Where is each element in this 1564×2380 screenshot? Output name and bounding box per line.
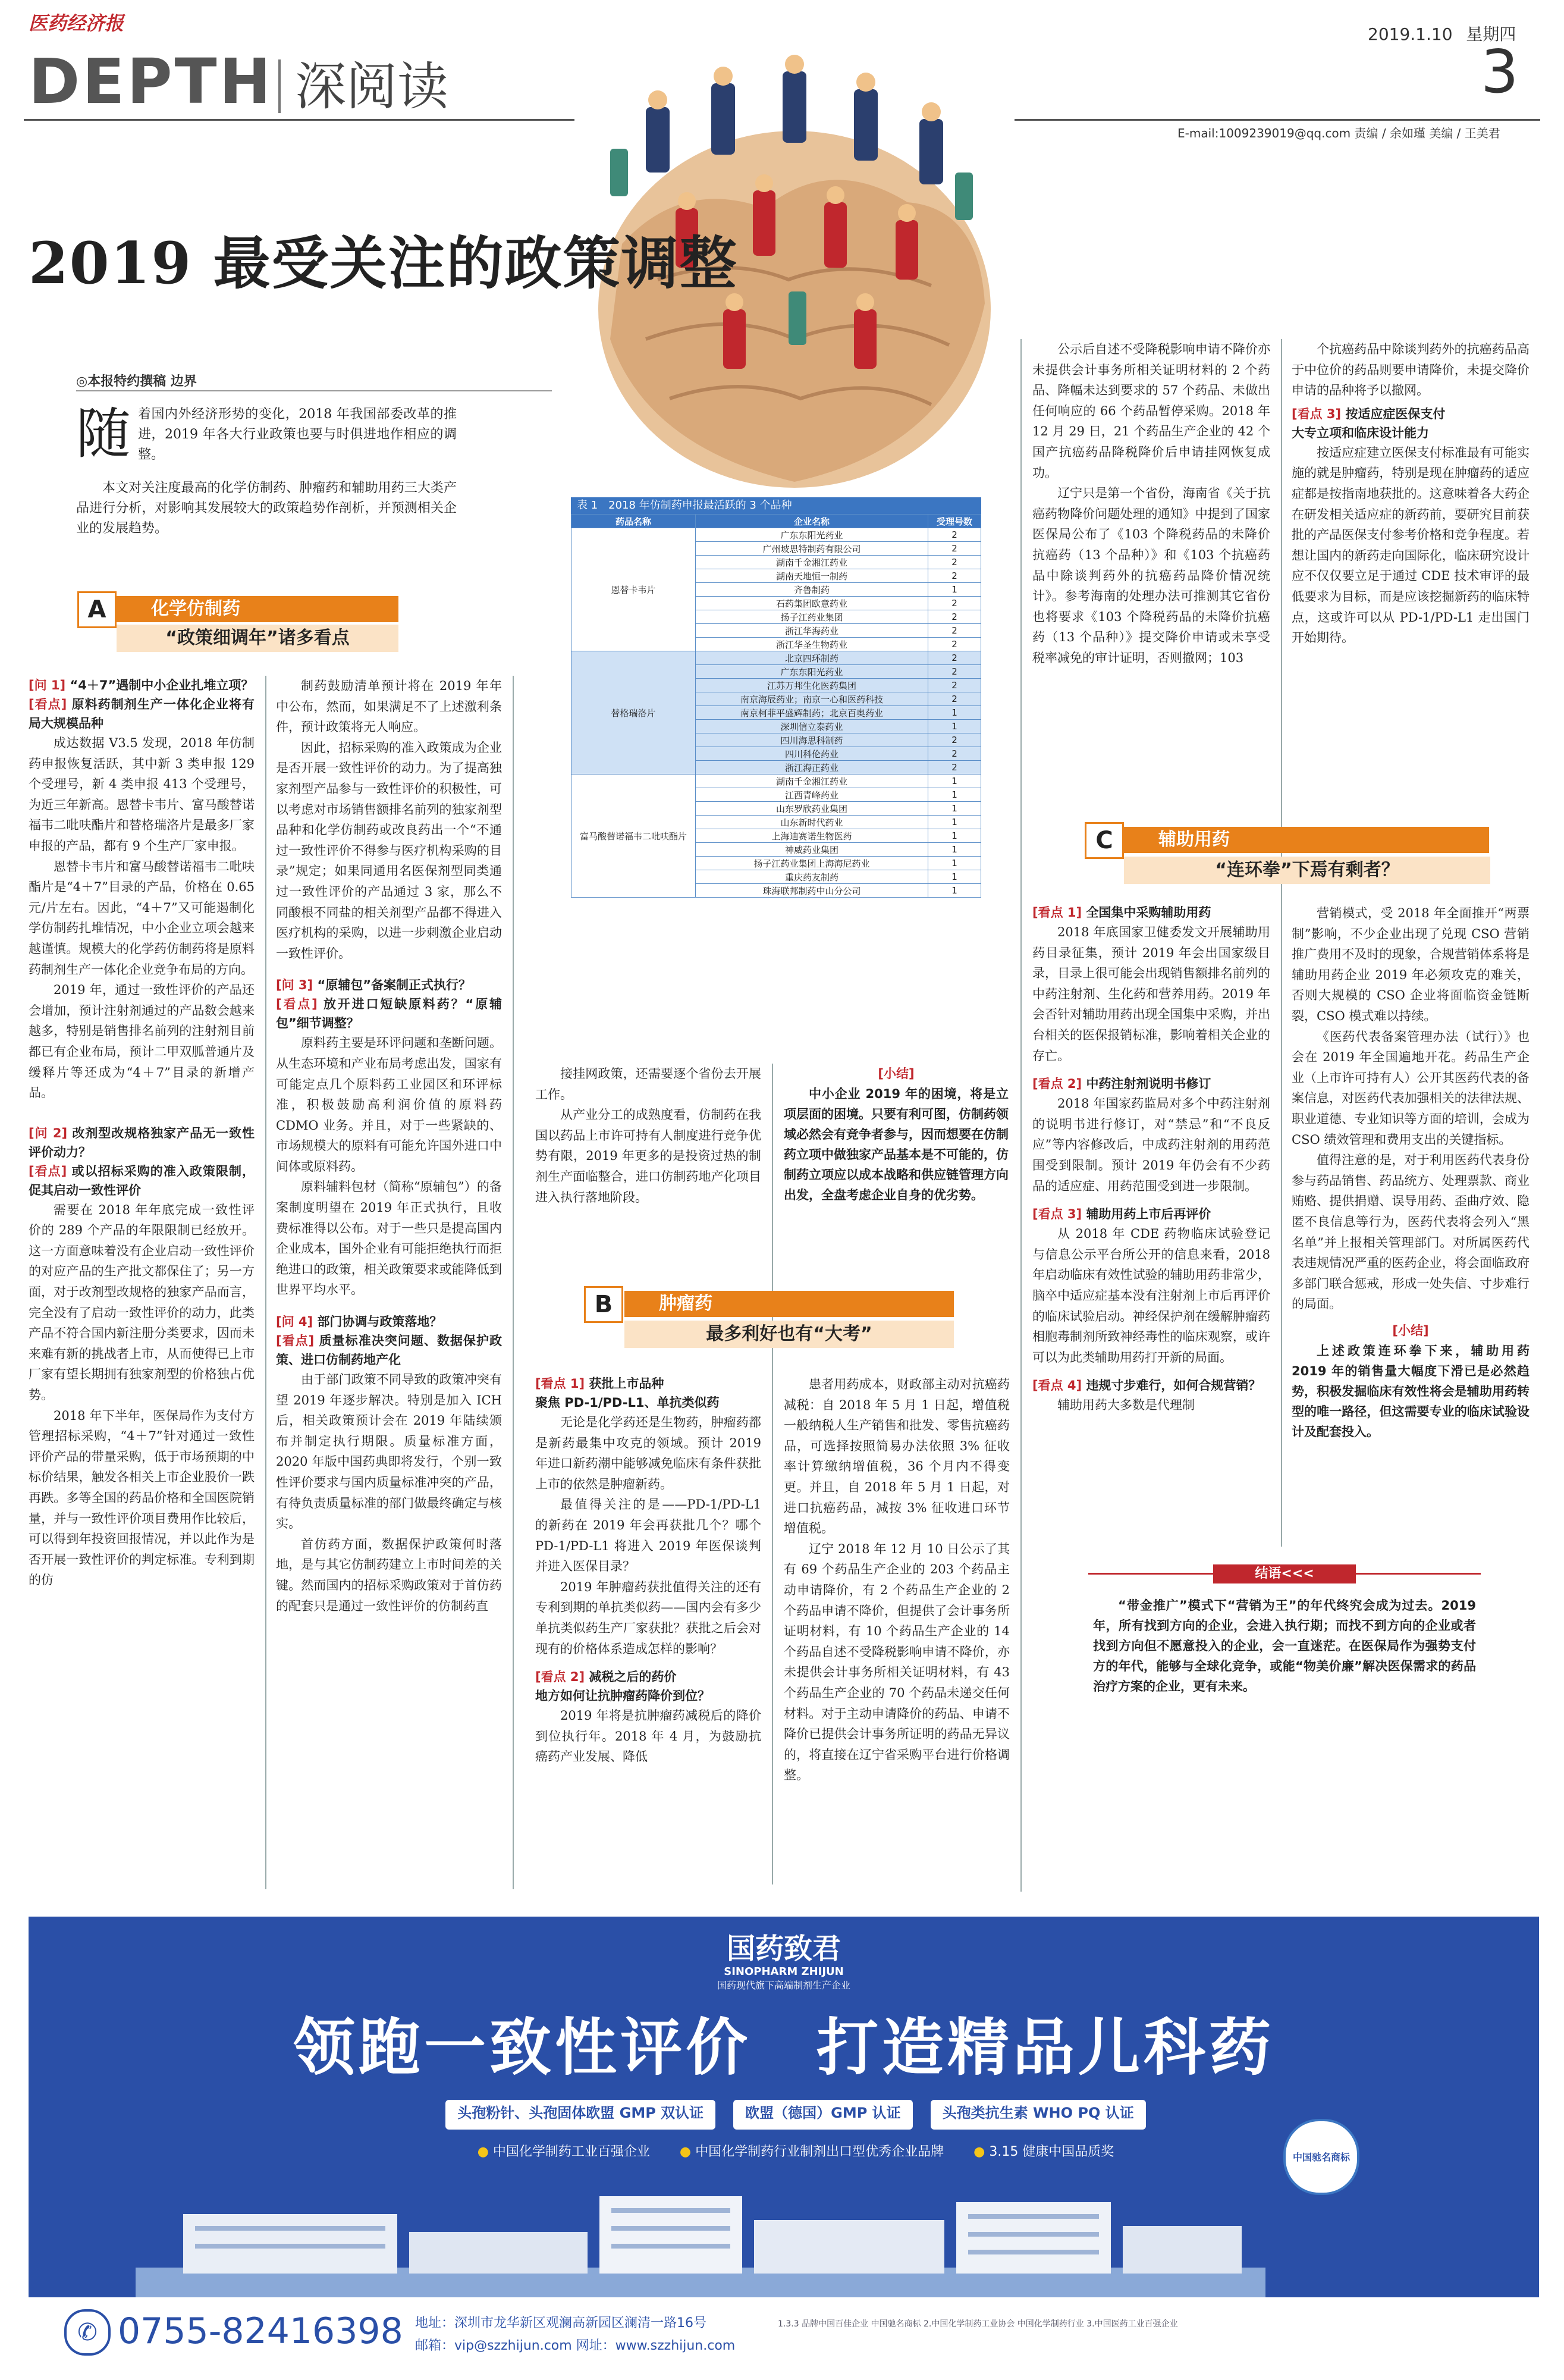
table-count-cell: 1 xyxy=(928,802,981,816)
col2-p4: 原料辅料包材（简称“原辅包”）的备案制度明望在 2019 年正式执行，且收费标准得以公布。对于一些只是提高国内企业成本，国外企业有可能拒绝执行而拒绝进口的政策，相关政策要求或能降低到世界平均水平。 xyxy=(276,1180,502,1297)
ad-slogan: 领跑一致性评价 打造精品儿科药 xyxy=(293,2011,1274,2084)
section-b-bar xyxy=(624,1291,954,1317)
phone-icon: ✆ xyxy=(64,2309,111,2356)
column-divider xyxy=(513,676,514,1889)
bullet-icon: ● xyxy=(679,2144,696,2159)
c-k2-tag: [看点 2] xyxy=(1032,1077,1082,1092)
ad-honor-2 xyxy=(680,2141,944,2160)
page-number: 3 xyxy=(1481,37,1519,106)
colb2-p1: 患者用药成本，财政部主动对抗癌药减税：自 2018 年 5 月 1 日起，增值税一般纳税人生产销售和批发、零售抗癌药品，可选择按照简易办法依照 3% 征收率计算缴纳增值税，36 个月内不得变更。并且，自 2018 年 5 月 1 日起，对进口抗癌药品，减按 3% 征收进口环节增值税。 xyxy=(784,1377,1010,1536)
b-k1-title: 获批上市品种 xyxy=(589,1376,664,1391)
conclusion-box xyxy=(1088,1564,1481,1725)
table-company-cell: 珠海联邦制药中山分公司 xyxy=(696,884,928,898)
col5-p1: 个抗癌药品中除谈判药外的抗癌药品高于中位价的药品则要申请降价，未提交降价申请的品种将予以撤网。 xyxy=(1292,342,1530,398)
a3-tag: [看点] xyxy=(276,997,318,1012)
table-count-cell: 2 xyxy=(928,733,981,747)
table-company-cell: 广东东阳光药业 xyxy=(696,528,928,542)
section-a-bar xyxy=(117,596,398,622)
ad-email: 邮箱：vip@szzhijun.com 网址：www.szzhijun.com xyxy=(415,2338,736,2353)
section-c-letter: C xyxy=(1085,822,1124,859)
table-company-cell: 重庆药友制药 xyxy=(696,870,928,884)
column-a2 xyxy=(276,676,502,1901)
summary-c-text: 上述政策连环拳下来，辅助用药 2019 年的销售量大幅度下滑已是必然趋势，积极发掘临床有效性将会是辅助用药转型的唯一路径，但这需要专业的临床试验设计及配套投入。 xyxy=(1292,1343,1530,1439)
ad-honor-3-text: 3.15 健康中国品质奖 xyxy=(989,2144,1114,2159)
table-count-cell: 1 xyxy=(928,774,981,788)
table-count-cell: 2 xyxy=(928,597,981,610)
table-count-cell: 2 xyxy=(928,665,981,679)
section-b-letter: B xyxy=(584,1286,623,1323)
col2-p3: 原料药主要是环评问题和垄断问题。从生态环境和产业布局考虑出发，国家有可能定点几个原料药工业园区和环评标准，积极鼓励高利润价值的原料药 CDMO 业务。并且，对于一些紧缺的、市场规模大的原料有可能允许国外进口中间体或原料药。 xyxy=(276,1036,502,1174)
table-count-cell: 1 xyxy=(928,720,981,733)
conclusion-label: 结语<<< xyxy=(1213,1564,1356,1583)
table-company-cell: 江西青峰药业 xyxy=(696,788,928,802)
a4-tag: [看点] xyxy=(276,1334,315,1349)
section-divider xyxy=(278,59,281,113)
a4-title: 质量标准决突问题、数据保护政策、进口仿制药地产化 xyxy=(276,1334,502,1368)
table-count-cell: 2 xyxy=(928,651,981,665)
ad-address: 地址：深圳市龙华新区观澜高新园区澜清一路16号 xyxy=(415,2316,706,2331)
ad-honor-1 xyxy=(478,2141,650,2160)
c-k4-title: 违规寸步难行，如何合规营销？ xyxy=(1086,1378,1261,1393)
b-k2-subtitle: 地方如何让抗肿瘤药降价到位？ xyxy=(535,1689,710,1704)
table-count-cell: 2 xyxy=(928,542,981,556)
col2-p5: 由于部门政策不同导致的政策冲突有望 2019 年逐步解决。特别是加入 ICH 后，相关政策预计会在 2019 年陆续颁布并制定执行期限。质量标准方面，2020 年版中国药典即将发行，个别一致性评价要求与国内质量标准冲突的产品，有待负责质量标准的部门做最终确定与核实。 xyxy=(276,1372,502,1531)
a1-tag: [看点] xyxy=(29,697,67,711)
q4-tag: [问 4] xyxy=(276,1315,313,1329)
section-a-title: 化学仿制药 xyxy=(151,598,240,619)
summary-c-tag: [小结] xyxy=(1392,1323,1429,1338)
ad-logo xyxy=(695,1932,873,1993)
table-row xyxy=(571,528,981,542)
q3-title: “原辅包”备案制正式执行？ xyxy=(317,978,472,993)
table-company-cell: 扬子江药业集团上海海尼药业 xyxy=(696,857,928,870)
table-count-cell: 1 xyxy=(928,870,981,884)
drug-table xyxy=(571,514,981,898)
colb1-p1: 无论是化学药还是生物药，肿瘤药都是新药最集中攻克的领域。预计 2019 年进口新药潮中能够减免临床有条件获批上市的依然是肿瘤新药。 xyxy=(535,1415,761,1491)
table-company-cell: 石药集团欧意药业 xyxy=(696,597,928,610)
table-header-row xyxy=(571,515,981,528)
table-count-cell: 2 xyxy=(928,624,981,638)
ad-seal xyxy=(1283,2119,1359,2195)
table-company-cell: 南京海辰药业；南京一心和医药科技 xyxy=(696,692,928,706)
table-company-cell: 上海迪赛诺生物医药 xyxy=(696,829,928,843)
table-count-cell: 2 xyxy=(928,569,981,583)
col1-p1: 成达数据 V3.5 发现，2018 年仿制药申报恢复活跃，其中新 3 类申报 129 个受理号，新 4 类申报 413 个受理号，为近三年新高。恩替卡韦片、富马酸替诺福韦二吡呋酯片和替格瑞洛片是最多厂家申报的产品，都有 9 个生产厂家申报。 xyxy=(29,736,255,853)
column-c1 xyxy=(1032,903,1270,1545)
table-company-cell: 北京四环制药 xyxy=(696,651,928,665)
column-divider xyxy=(265,676,266,1889)
b-k2-tag: [看点 2] xyxy=(535,1670,585,1685)
ad-phone: 0755-82416398 xyxy=(118,2310,403,2352)
ad-brand-en: SINOPHARM ZHIJUN xyxy=(724,1965,844,1978)
col2-p6: 首仿药方面，数据保护政策何时落地，是与其它仿制药建立上市时间差的关键。然而国内的招标采购政策对于首仿药的配套只是通过一致性评价的仿制药直 xyxy=(276,1537,502,1613)
section-a-subtitle: “政策细调年”诸多看点 xyxy=(117,625,398,652)
advertisement xyxy=(29,1917,1539,2369)
factory-buildings-image xyxy=(136,2178,1265,2297)
colc1-p2: 2018 年国家药监局对多个中药注射剂的说明书进行修订，对“禁忌”和“不良反应”等内容修改后，中成药注射剂的用药范围受到限制。预计 2019 年仍会有不少药品的适应症、用药范围受到进一步限制。 xyxy=(1032,1096,1270,1193)
col5-p2: 按适应症建立医保支付标准最有可能实施的就是肿瘤药，特别是现在肿瘤药的适应症都是按指南地获批的。这意味着各大药企在研发相关适应症的新药前，要研究目前获批的产品医保支付参考价格和竞争程度。若想让国内的新药走向国际化，临床研究设计应不仅仅要立足于通过 CDE 技术审评的最低要求为目标，而是应该挖掘新药的临床特点，这或许可以从 PD-1/PD-L1 走出国门开始期待。 xyxy=(1292,445,1530,645)
ad-certs xyxy=(338,2100,1254,2130)
b-k1-tag: [看点 1] xyxy=(535,1376,585,1391)
colb2-p2: 辽宁 2018 年 12 月 10 日公示了其有 69 个药品生产企业的 203 个药品主动申请降价，有 2 个药品生产企业的 2 个药品申请不降价，但提供了会计事务所证明材料，有 10 个药品生产企业的 14 个药品自述不受降税影响申请不降价，亦未提供会计事务所相关证明材料，有 43 个药品生产企业的 70 个药品未递交任何材料。对于主动申请降价的药品、申请不降价已提供会计事务所证明的药品无异议的，将直接在辽宁省采购平台进行价格调整。 xyxy=(784,1541,1010,1783)
table-caption: 表 1 2018 年仿制药申报最活跃的 3 个品种 xyxy=(571,497,981,514)
table-company-cell: 广州坡思特制药有限公司 xyxy=(696,542,928,556)
table-company-cell: 扬子江药业集团 xyxy=(696,610,928,624)
ad-honors xyxy=(350,2141,1242,2160)
c-k1-tag: [看点 1] xyxy=(1032,905,1082,920)
a2-tag: [看点] xyxy=(29,1164,67,1178)
col3-p2: 从产业分工的成熟度看，仿制药在我国以药品上市许可持有人制度进行竞争优势有限，2019 年更多的是投资过热的制剂生产面临整合，进口仿制药地产化项目进入执行落地阶段。 xyxy=(535,1108,761,1205)
table-company-cell: 南京柯菲平盛辉制药；北京百奥药业 xyxy=(696,706,928,720)
column-a3 xyxy=(535,1064,761,1205)
table-count-cell: 1 xyxy=(928,583,981,597)
table-header-cell: 企业名称 xyxy=(696,515,928,528)
column-c2 xyxy=(1292,903,1530,1545)
table-count-cell: 2 xyxy=(928,556,981,569)
table-count-cell: 2 xyxy=(928,747,981,761)
byline-rule xyxy=(76,390,552,391)
column-divider xyxy=(772,1064,773,1884)
table-company-cell: 浙江华海药业 xyxy=(696,624,928,638)
table-company-cell: 四川海思科制药 xyxy=(696,733,928,747)
colc1-p4: 辅助用药大多数是代理制 xyxy=(1057,1398,1195,1413)
col1-p4: 需要在 2018 年年底完成一致性评价的 289 个产品的年限限制已经放开。这一方面意味着没有企业启动一致性评价的对应产品的生产批文都保住了；另一方面，对于改剂型改规格的独家产品而言，完全没有了启动一致性评价的动力，此类产品不符合国内新注册分类要求，因而未来难有新的挑战者上市，从而使得已上市厂家有望长期拥有独家剂型的价格独占优势。 xyxy=(29,1202,255,1403)
summary-a xyxy=(784,1064,1009,1230)
data-table-block xyxy=(571,497,981,898)
intro-text-2: 本文对关注度最高的化学仿制药、肿瘤药和辅助用药三大类产品进行分析，对影响其发展较大的政策趋势作剖析，并预测相关企业的发展趋势。 xyxy=(76,481,457,536)
colc2-p3: 值得注意的是，对于利用医药代表身份参与药品销售、药品统方、处理票款、商业贿赂、提供捐赠、误导用药、歪曲疗效、隐匿不良信息等行为，医药代表将会列入“黑名单”并上报相关管理部门。对所属医药代表违规情况严重的医药企业，将会面临政府多部门联合惩戒，形成一处失信、寸步难行的局面。 xyxy=(1292,1153,1530,1312)
c-k2-title: 中药注射剂说明书修订 xyxy=(1086,1077,1211,1092)
col1-p5: 2018 年下半年，医保局作为支付方管理招标采购，“4＋7”针对通过一致性评价产品的带量采购，低于市场预期的中标价结果，触发各相关上市企业股价一跌再跌。多等全国的药品价格和全国医院销量，并与一致性评价项目费用作比较后，可以得到年投资回报情况，并以此作为是否开展一致性评价的判定标准。专利到期的仿 xyxy=(29,1408,255,1588)
ad-cert-2: 欧盟（德国）GMP 认证 xyxy=(733,2100,913,2130)
table-company-cell: 齐鲁制药 xyxy=(696,583,928,597)
section-c-subtitle: “连环拳”下焉有剩者？ xyxy=(1124,857,1490,884)
bullet-icon: ● xyxy=(477,2144,493,2159)
table-header-cell: 受理号数 xyxy=(928,515,981,528)
table-company-cell: 四川科伦药业 xyxy=(696,747,928,761)
column-divider xyxy=(1281,339,1282,1547)
section-c-title: 辅助用药 xyxy=(1158,829,1230,850)
q4-title: 部门协调与政策落地？ xyxy=(317,1315,442,1329)
ad-fine-print: 1.3.3 品牌中国百佳企业 中国驰名商标 2.中国化学制药工业协会 中国化学制药行业 3.中国医药工业百强企业 xyxy=(778,2319,1178,2329)
section-cn-title: 深阅读 xyxy=(295,57,448,117)
column-a1 xyxy=(29,676,255,1901)
table-count-cell: 2 xyxy=(928,679,981,692)
ad-cert-1: 头孢粉针、头孢固体欧盟 GMP 双认证 xyxy=(445,2100,715,2130)
b-k3-tag: [看点 3] xyxy=(1292,406,1342,421)
colb1-p2: 最值得关注的是——PD-1/PD-L1 的新药在 2019 年会再获批几个？哪个 PD-1/PD-L1 将进入 2019 年医保谈判并进入医保目录？ xyxy=(535,1497,761,1574)
q1-title: “4＋7”遇制中小企业扎堆立项？ xyxy=(70,678,254,692)
table-drug-name-cell: 替格瑞洛片 xyxy=(571,651,696,774)
section-b-title: 肿瘤药 xyxy=(659,1293,712,1314)
headline: 2019 最受关注的政策调整 xyxy=(29,230,738,297)
section-b-subtitle: 最多利好也有“大考” xyxy=(624,1321,954,1348)
conclusion-text: “带金推广”模式下“营销为王”的年代终究会成为过去。2019 年，所有找到方向的企业，会进入执行期；而找不到方向的企业或者找到方向但不愿意投入的企业，会一直迷茫。在医保局作为强势支付方的年代，能够与全球化竞争，或能“物美价廉”解决医保需求的药品治疗方案的企业，更有未来。 xyxy=(1093,1598,1476,1694)
table-company-cell: 神威药业集团 xyxy=(696,843,928,857)
section-a-letter: A xyxy=(77,591,117,628)
q2-title: 改剂型改规格独家产品无一致性评价动力？ xyxy=(29,1125,255,1159)
table-count-cell: 1 xyxy=(928,884,981,898)
contact-line: E-mail:1009239019@qq.com 责编 / 余如瑾 美编 / 王美君 xyxy=(1177,126,1500,140)
table-drug-name-cell: 富马酸替诺福韦二吡呋酯片 xyxy=(571,774,696,898)
col4-p1: 公示后自述不受降税影响申请不降价亦未提供会计事务所相关证明材料的 2 个药品、降幅未达到要求的 57 个药品、未做出任何响应的 66 个药品暂停采购。2018 年 12 月 29 日，21 个药品生产企业的 42 个国产抗癌药品降税降价后申请挂网恢复成功。 xyxy=(1032,342,1270,480)
b-k2-title: 减税之后的药价 xyxy=(589,1670,677,1685)
colc2-p1: 营销模式，受 2018 年全面推开“两票制”影响，不少企业出现了兑现 CSO 营销推广费用不及时的现象，合规营销体系将是辅助用药企业 2019 年必须攻克的难关，否则大规模的 CSO 企业将面临资金链断裂，CSO 模式难以持续。 xyxy=(1292,906,1530,1023)
ad-brand-sub: 国药现代旗下高端制剂生产企业 xyxy=(717,1980,850,1991)
table-count-cell: 2 xyxy=(928,610,981,624)
date-text: 2019.1.10 xyxy=(1368,24,1453,44)
q2-tag: [问 2] xyxy=(29,1125,68,1140)
table-count-cell: 2 xyxy=(928,638,981,651)
table-count-cell: 2 xyxy=(928,761,981,774)
table-count-cell: 1 xyxy=(928,788,981,802)
table-count-cell: 2 xyxy=(928,692,981,706)
table-count-cell: 2 xyxy=(928,528,981,542)
table-company-cell: 深圳信立泰药业 xyxy=(696,720,928,733)
colc1-p3: 从 2018 年 CDE 药物临床试验登记与信息公示平台所公开的信息来看，2018 年启动临床有效性试验的辅助用药非常少，脑卒中适应症基本没有注射剂上市后再评价的临床试验启动。神经保护剂在缓解肿瘤药相胞毒制剂所致神经毒性的临床观察，或许可以为此类辅助用药打开新的局面。 xyxy=(1032,1227,1270,1365)
b-k1-subtitle: 聚焦 PD-1/PD-L1、单抗类似药 xyxy=(535,1396,720,1410)
table-company-cell: 广东东阳光药业 xyxy=(696,665,928,679)
drop-cap: 随 xyxy=(76,402,131,466)
table-company-cell: 湖南千金湘江药业 xyxy=(696,774,928,788)
summary-a-text: 中小企业 2019 年的困境，将是立项层面的困境。只要有利可图，仿制药领域必然会有竞争者参与，因而想要在仿制药立项中做独家产品基本是不可能的，仿制药立项应以成本战略和供应链管理方向出发，全盘考虑企业自身的优劣势。 xyxy=(784,1087,1009,1202)
table-company-cell: 江苏万邦生化医药集团 xyxy=(696,679,928,692)
a1-title: 原料药制剂生产一体化企业将有局大规模品种 xyxy=(29,697,255,730)
column-b4 xyxy=(1292,339,1530,791)
ad-honor-3 xyxy=(973,2141,1114,2160)
col1-p2: 恩替卡韦片和富马酸替诺福韦二吡呋酯片是“4＋7”目录的产品，价格在 0.65 元/片左右。因此，“4＋7”又可能遏制化学仿制药扎堆情况，中小企业立项会越来越谨慎。规模大的化学药仿制药将是原料药制剂生产一体化企业竞争布局的方向。 xyxy=(29,859,255,977)
table-company-cell: 浙江华圣生物药业 xyxy=(696,638,928,651)
b-k3-subtitle: 大专立项和临床设计能力 xyxy=(1292,425,1429,440)
c-k4-tag: [看点 4] xyxy=(1032,1378,1082,1393)
column-b2 xyxy=(784,1374,1010,1898)
paper-logo: 医药经济报 xyxy=(29,12,124,35)
a2-title: 或以招标采购的准入政策限制，促其启动一致性评价 xyxy=(29,1164,255,1197)
c-k1-title: 全国集中采购辅助用药 xyxy=(1086,905,1211,920)
weekday-text: 星期四 xyxy=(1466,24,1516,44)
table-count-cell: 1 xyxy=(928,706,981,720)
column-divider xyxy=(1020,339,1022,1892)
b-k3-title: 按适应症医保支付 xyxy=(1345,406,1446,421)
bullet-icon: ● xyxy=(973,2144,990,2159)
col3-p1: 接挂网政策，还需要逐个省份去开展工作。 xyxy=(535,1067,761,1102)
table-row xyxy=(571,651,981,665)
colb1-p4: 2019 年将是抗肿瘤药减税后的降价到位执行年。2018 年 4 月，为鼓励抗癌药产业发展、降低 xyxy=(535,1708,761,1764)
colc1-p1: 2018 年底国家卫健委发文开展辅助用药目录征集，预计 2019 年会出国家级目录，目录上很可能会出现销售额排名前列的中药注射剂、生化药和营养用药。2019 年会否针对辅助用药出现全国集中采购，并出台相关的医保报销标准，影响着相关企业的存亡。 xyxy=(1032,925,1270,1063)
col1-p3: 2019 年，通过一致性评价的产品还会增加，预计注射剂通过的产品数会越来越多，特别是销售排名前列的注射剂目前都已有企业布局，预计二甲双胍普通片及缓释片等还成为“4＋7”目录的新增产品。 xyxy=(29,983,255,1100)
table-company-cell: 山东新时代药业 xyxy=(696,816,928,829)
table-count-cell: 1 xyxy=(928,843,981,857)
q3-tag: [问 3] xyxy=(276,978,313,993)
ad-cert-3: 头孢类抗生素 WHO PQ 认证 xyxy=(931,2100,1146,2130)
ad-honor-2-text: 中国化学制药行业制剂出口型优秀企业品牌 xyxy=(695,2144,944,2159)
table-header-cell: 药品名称 xyxy=(571,515,696,528)
ad-honor-1-text: 中国化学制药工业百强企业 xyxy=(492,2144,650,2159)
c-k3-tag: [看点 3] xyxy=(1032,1207,1082,1222)
c-k3-title: 辅助用药上市后再评价 xyxy=(1086,1207,1211,1222)
q1-tag: [问 1] xyxy=(29,678,66,692)
column-b3 xyxy=(1032,339,1270,791)
colc2-p2: 《医药代表备案管理办法（试行）》也会在 2019 年全国遍地开花。药品生产企业（上市许可持有人）公开其医药代表的备案信息，对医药代表加强相关的法律法规、职业道德、专业知识等方面的培训，会成为 CSO 绩效管理和费用支出的关键指标。 xyxy=(1292,1029,1530,1147)
table-count-cell: 1 xyxy=(928,829,981,843)
colb1-p3: 2019 年肿瘤药获批值得关注的还有专利到期的单抗类似药——国内会有多少单抗类似药生产厂家获批？获批之后会对现有的价格体系造成怎样的影响？ xyxy=(535,1579,761,1656)
a3-title: 放开进口短缺原料药？“原辅包”细节调整？ xyxy=(276,997,502,1031)
table-company-cell: 浙江海正药业 xyxy=(696,761,928,774)
col2-p2: 因此，招标采购的准入政策成为企业是否开展一致性评价的动力。为了提高独家剂型产品参与一致性评价的积极性，可以考虑对市场销售额排名前列的独家剂型品种和化学仿制药或改良药出一个“不通过一致性评价不得参与医疗机构采购的目录”规定；如果同通用名医保剂型同类通过一致性评价的产品通过 3 家，那么不同酸根不同盐的相关剂型产品都不得进入医疗机构的采购，以进一步刺激企业启动一致性评价。 xyxy=(276,740,502,961)
table-drug-name-cell: 恩替卡韦片 xyxy=(571,528,696,651)
table-row xyxy=(571,774,981,788)
section-c-bar xyxy=(1124,827,1489,853)
ad-seal-text: 中国驰名商标 xyxy=(1292,2152,1350,2163)
column-b1 xyxy=(535,1374,761,1898)
table-company-cell: 湖南千金湘江药业 xyxy=(696,556,928,569)
table-company-cell: 湖南天地恒一制药 xyxy=(696,569,928,583)
byline: ◎本报特约撰稿 边界 xyxy=(76,374,197,389)
ad-brand-cn: 国药致君 xyxy=(726,1932,841,1965)
summary-a-tag: [小结] xyxy=(878,1067,915,1081)
ad-footer xyxy=(29,2297,1539,2369)
table-company-cell: 山东罗欣药业集团 xyxy=(696,802,928,816)
col4-p2: 辽宁只是第一个省份，海南省《关于抗癌药物降价问题处理的通知》中提到了国家医保局公布了《103 个降税药品的未降价抗癌药（13 个品种）》和《103 个抗癌药品中除谈判药外的抗癌药品降价情况统计》。参考海南的处理办法可推测其它省份也将要求《103 个降税药品的未降价抗癌药（13 个品种）》提交降价申请或未享受税率减免的审计证明，否则撤网；103 xyxy=(1032,486,1270,665)
section-en-title: DEPTH xyxy=(29,45,274,118)
table-count-cell: 1 xyxy=(928,816,981,829)
table-count-cell: 1 xyxy=(928,857,981,870)
col2-p1: 制药鼓励清单预计将在 2019 年年中公布，然而，如果满足不了上述激利条件，预计政策将无人响应。 xyxy=(276,679,502,735)
intro-text: 着国内外经济形势的变化，2018 年我国部委改革的推进，2019 年各大行业政策也要与时俱进地作相应的调整。 xyxy=(138,407,457,462)
